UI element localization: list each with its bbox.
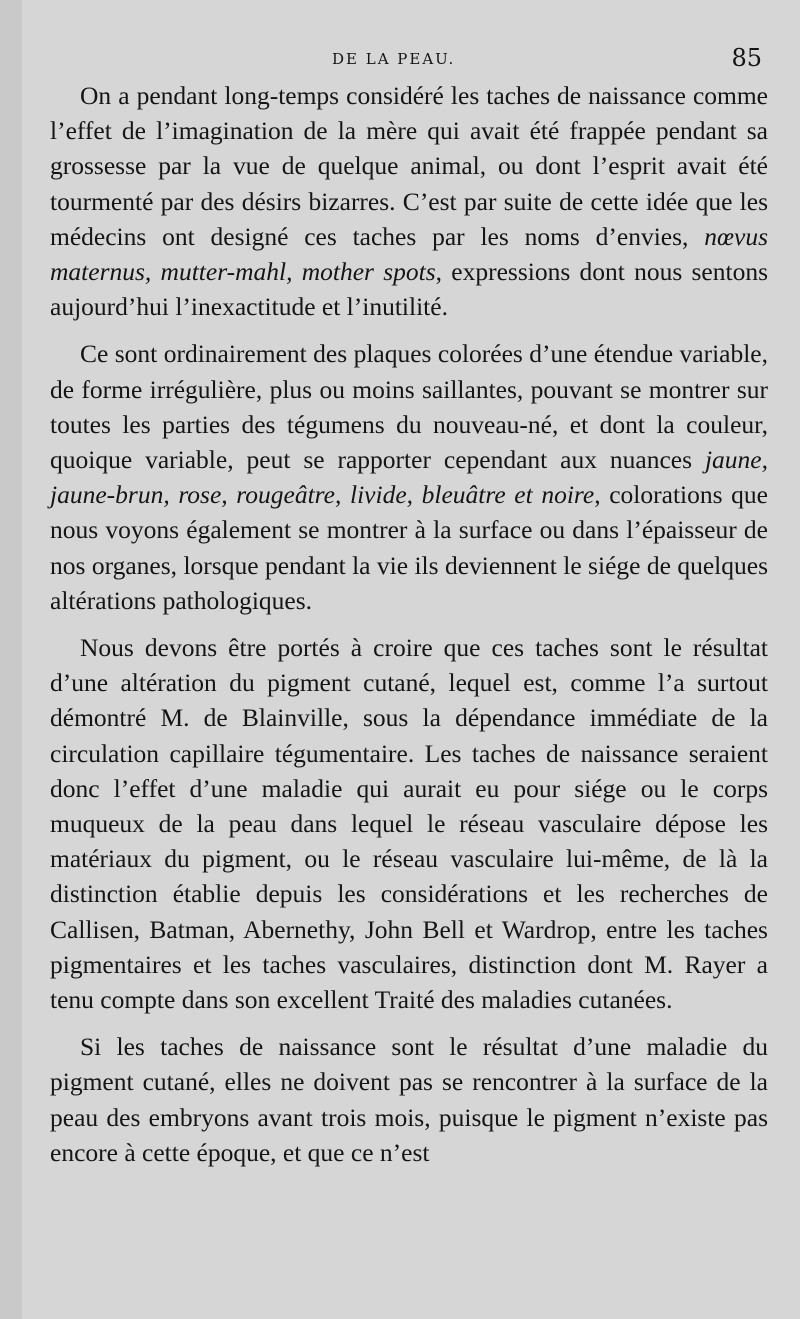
- page-header: [22, 44, 800, 74]
- text-run: Ce sont ordinairement des plaques colorées d’une étendue variable, de forme irrégulière, plus ou moins saillantes, pouvant se montrer sur toutes les parties des tégumens du nouveau-né, et dont la couleur, quoique variable, peut se rapporter cependant aux nuances: [50, 339, 768, 475]
- italic-run: jaune, jaune-brun, rose, rougeâtre, livide, bleuâtre et noire: [50, 445, 768, 510]
- text-run: Si les taches de naissance sont le résultat d’une maladie du pigment cutané, elles ne doivent pas se rencontrer à la surface de la peau des embryons avant trois mois, puisque le pigment n’existe pas encore à cette époque, et que ce n’est: [50, 1032, 768, 1167]
- text-run: Nous devons être portés à croire que ces taches sont le résultat d’une altération du pigment cutané, lequel est, comme l’a surtout démontré M. de Blainville, sous la dépendance immédiate de la circulation capillaire tégumentaire. Les taches de naissance seraient donc l’effet d’une maladie qui aurait eu pour siége ou le corps muqueux de la peau dans lequel le réseau vasculaire dépose les matériaux du pigment, ou le réseau vasculaire lui-même, de là la distinction établie depuis les considérations et les recherches de Callisen, Batman, Abernethy, John Bell et Wardrop, entre les taches pigmentaires et les taches vasculaires, distinction dont M. Rayer a tenu compte dans son excellent Traité des maladies cutanées.: [50, 633, 768, 1015]
- paragraph-2: [50, 336, 768, 618]
- paragraph-3: [50, 630, 768, 1017]
- italic-run: nœvus maternus, mutter-mahl, mother spots: [50, 221, 768, 287]
- text-run: , colorations que nous voyons également se montrer à la surface ou dans l’épaisseur de nos organes, lorsque pendant la vie ils deviennent le siége de quelques altérations pathologiques.: [50, 480, 769, 615]
- running-title: DE LA PEAU.: [332, 50, 456, 68]
- page-number: 85: [731, 44, 762, 72]
- text-run: , expressions dont nous sentons aujourd’hui l’inexactitude et l’inutilité.: [50, 257, 768, 322]
- text-run: On a pendant long-temps considéré les taches de naissance comme l’effet de l’imagination de la mère qui avait été frappée pendant sa grossesse par la vue de quelque animal, ou dont l’esprit avait été tourmenté par des désirs bizarres. C’est par suite de cette idée que les médecins ont designé ces taches par les noms d’envies,: [50, 81, 768, 251]
- book-page: [22, 0, 800, 1319]
- paragraph-1: [50, 78, 768, 324]
- paragraph-4: [50, 1029, 768, 1170]
- body-text: [50, 78, 768, 1170]
